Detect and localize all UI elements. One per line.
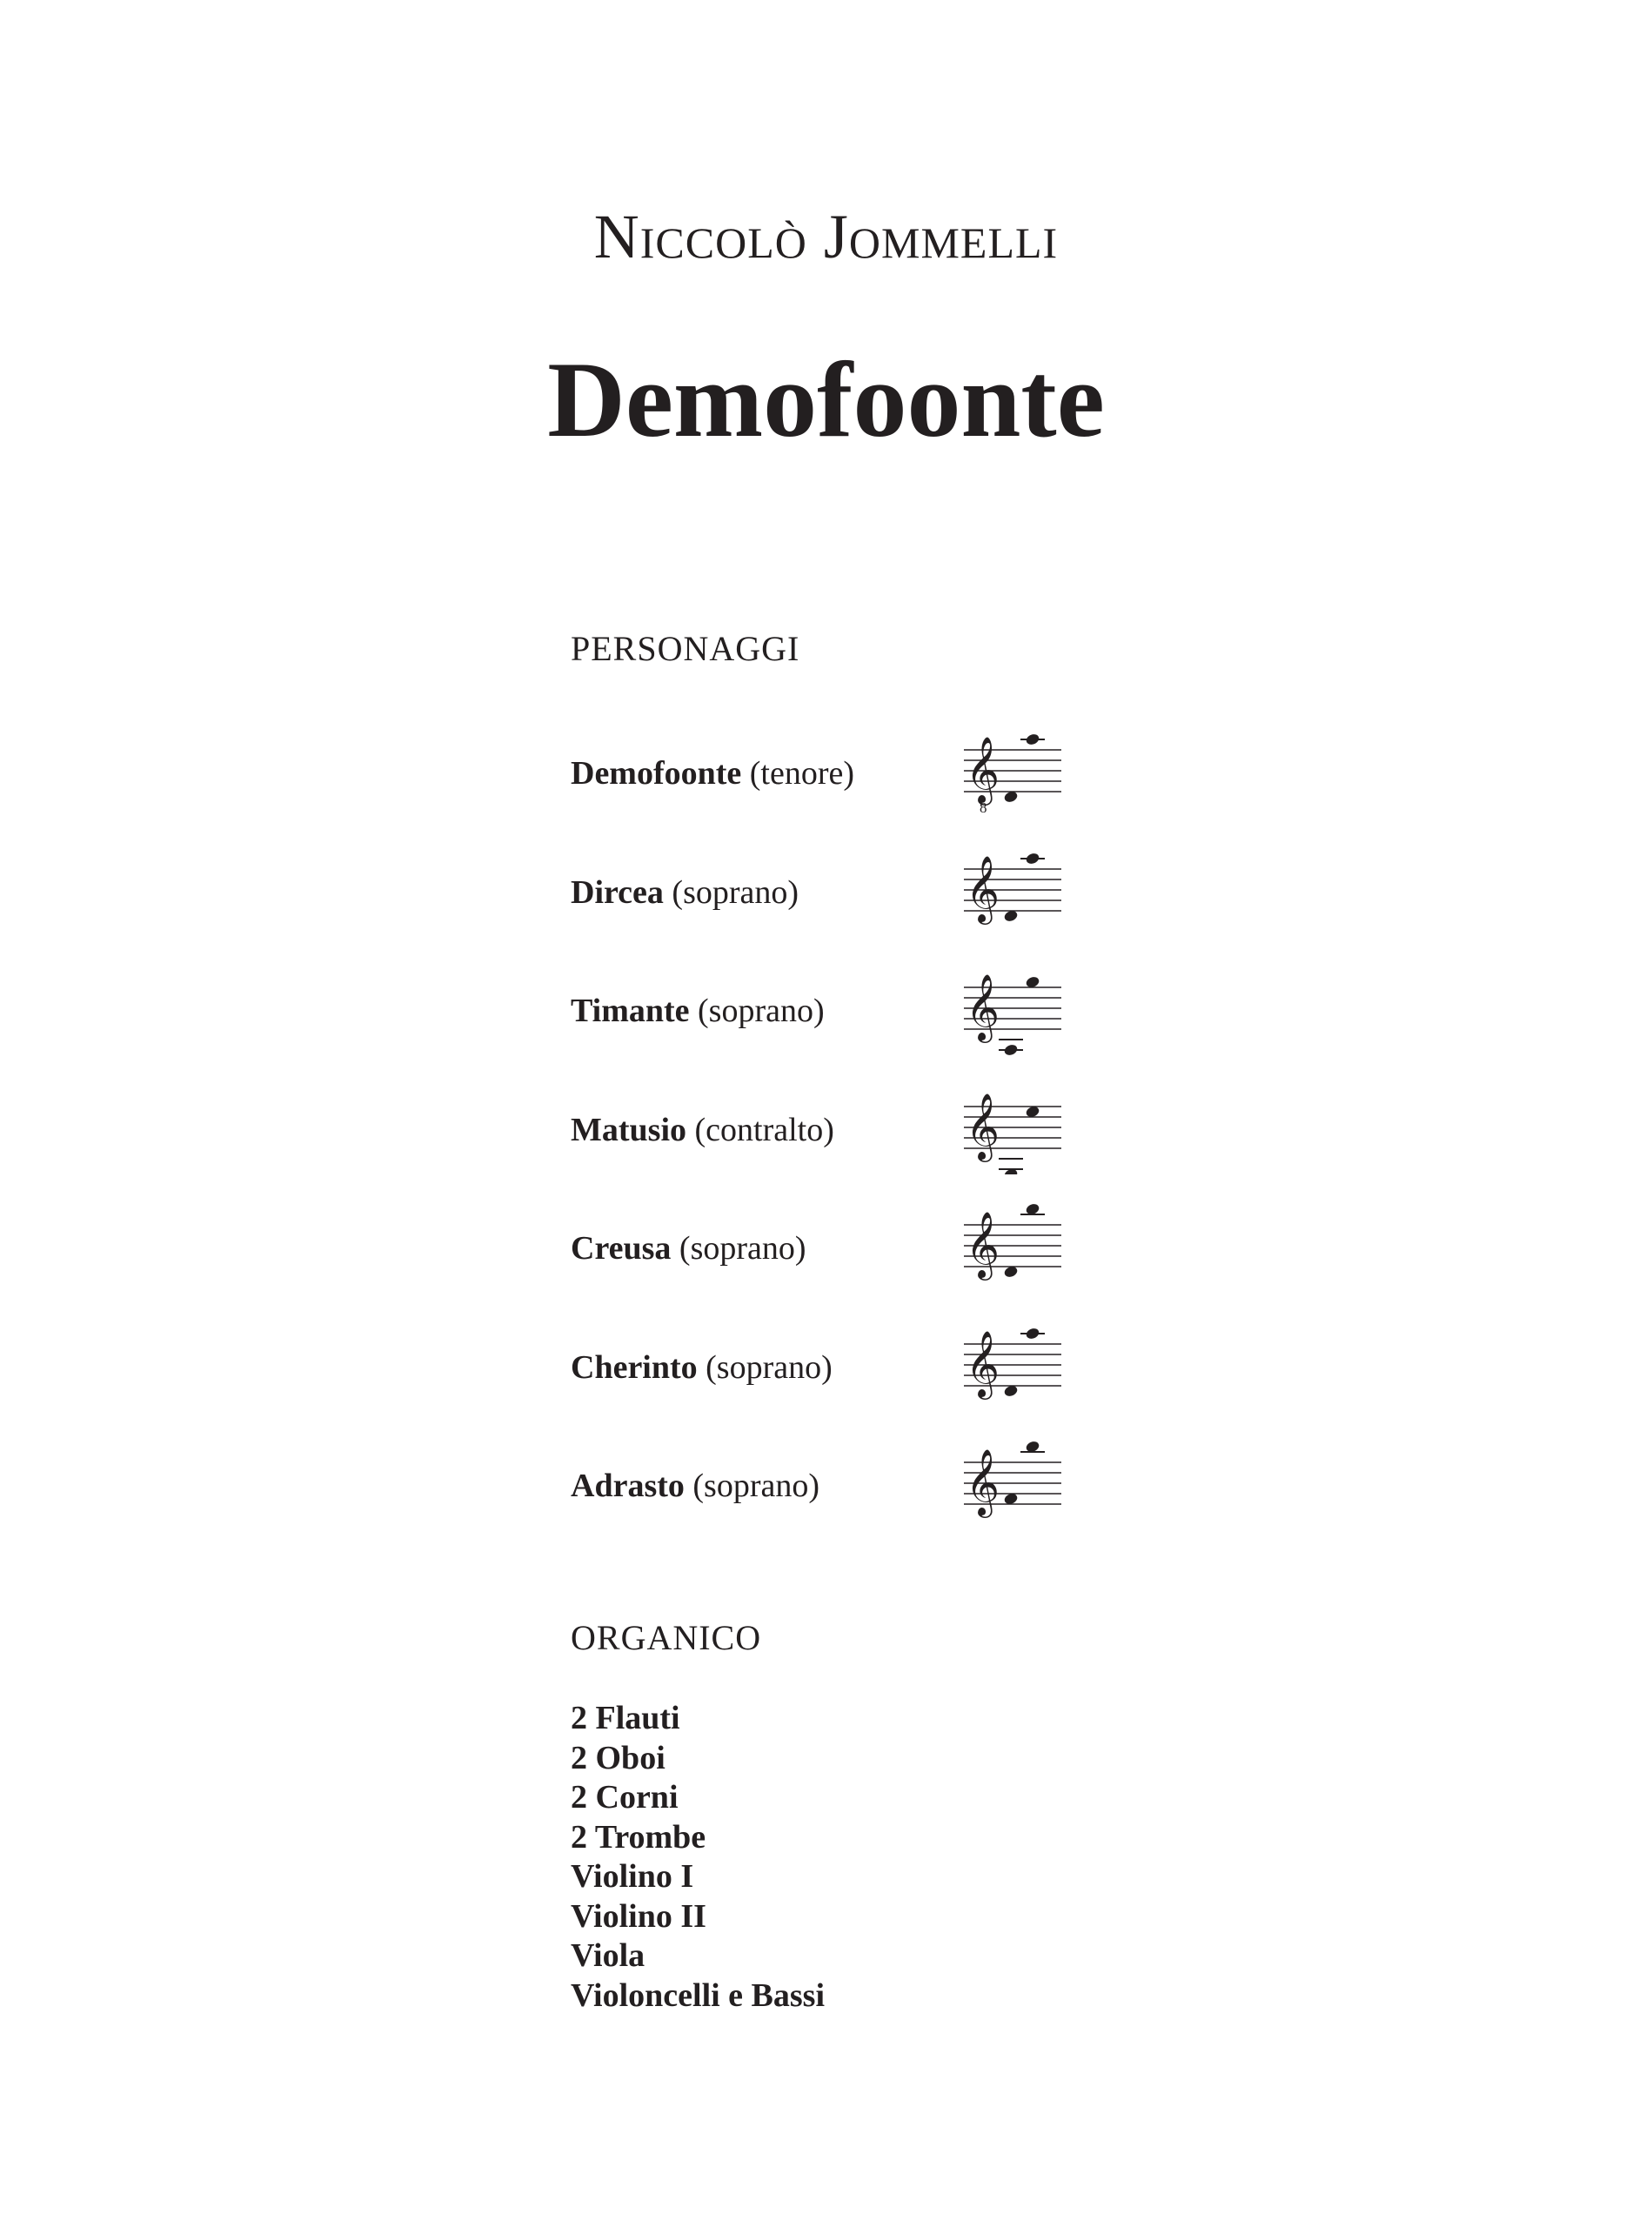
voice-type: (soprano) bbox=[679, 1230, 806, 1267]
role-row bbox=[571, 1435, 1093, 1556]
opera-title: Demofoonte bbox=[547, 340, 1105, 459]
instrument-item: 2 Oboi bbox=[571, 1739, 665, 1776]
role-name: Dircea bbox=[571, 873, 664, 911]
treble-clef-icon: 𝄞 bbox=[966, 973, 1000, 1040]
treble-clef-icon: 𝄞 bbox=[966, 1211, 1000, 1278]
ottava-mark: 8 bbox=[980, 799, 987, 816]
role-name: Cherinto bbox=[571, 1348, 698, 1386]
role-label bbox=[571, 994, 825, 1027]
organico-heading: ORGANICO bbox=[571, 1618, 762, 1657]
composer-name: Niccolò Jommelli bbox=[593, 202, 1059, 271]
role-label bbox=[571, 1348, 833, 1386]
instrument-item: 2 Trombe bbox=[571, 1818, 706, 1856]
instrument-item: Viola bbox=[571, 1937, 645, 1974]
role-label bbox=[571, 1111, 834, 1148]
filled-notehead-icon bbox=[1025, 732, 1040, 746]
voice-type: (soprano) bbox=[692, 1468, 820, 1504]
role-label bbox=[571, 1469, 819, 1502]
instrument-item: 2 Corni bbox=[571, 1779, 679, 1816]
role-row bbox=[571, 960, 1093, 1081]
vocal-range-staff bbox=[960, 841, 1067, 937]
voice-type: (soprano) bbox=[698, 993, 825, 1029]
role-name: Timante bbox=[571, 993, 690, 1029]
vocal-range-staff bbox=[960, 722, 1067, 818]
voice-type: (tenore) bbox=[749, 755, 855, 792]
voice-type: (soprano) bbox=[706, 1348, 833, 1386]
instrument-item: 2 Flauti bbox=[571, 1700, 680, 1736]
role-row bbox=[571, 1197, 1093, 1319]
filled-notehead-icon bbox=[1003, 1043, 1019, 1055]
role-name: Matusio bbox=[571, 1111, 686, 1148]
voice-type: (contralto) bbox=[694, 1111, 834, 1148]
filled-notehead-icon bbox=[1025, 1327, 1040, 1341]
vocal-range-staff bbox=[960, 960, 1067, 1055]
filled-notehead-icon bbox=[1025, 852, 1040, 866]
role-label bbox=[571, 1232, 806, 1265]
role-row bbox=[571, 841, 1093, 963]
vocal-range-staff bbox=[960, 1197, 1067, 1293]
role-name: Demofoonte bbox=[571, 755, 742, 792]
treble-clef-icon: 𝄞 bbox=[966, 1448, 1000, 1515]
role-name: Adrasto bbox=[571, 1468, 685, 1504]
role-label bbox=[571, 757, 854, 790]
instrument-item: Violino I bbox=[571, 1858, 694, 1895]
role-name: Creusa bbox=[571, 1230, 672, 1267]
vocal-range-staff bbox=[960, 1079, 1067, 1174]
treble-clef-icon: 𝄞 bbox=[966, 1092, 1000, 1160]
role-row bbox=[571, 1079, 1093, 1200]
vocal-range-staff bbox=[960, 1435, 1067, 1530]
instrument-item: Violino II bbox=[571, 1897, 706, 1935]
treble-clef-icon: 𝄞 bbox=[966, 854, 1000, 922]
role-row bbox=[571, 1316, 1093, 1438]
treble-clef-icon: 𝄞 bbox=[966, 1329, 1000, 1397]
personaggi-heading: PERSONAGGI bbox=[571, 629, 800, 668]
role-label bbox=[571, 873, 799, 911]
vocal-range-staff bbox=[960, 1316, 1067, 1412]
role-row bbox=[571, 722, 1093, 844]
instrument-item: Violoncelli e Bassi bbox=[571, 1976, 826, 2014]
treble-clef-icon: 𝄞 bbox=[966, 736, 1000, 803]
instrument-list bbox=[571, 1699, 825, 2016]
voice-type: (soprano) bbox=[672, 873, 799, 911]
